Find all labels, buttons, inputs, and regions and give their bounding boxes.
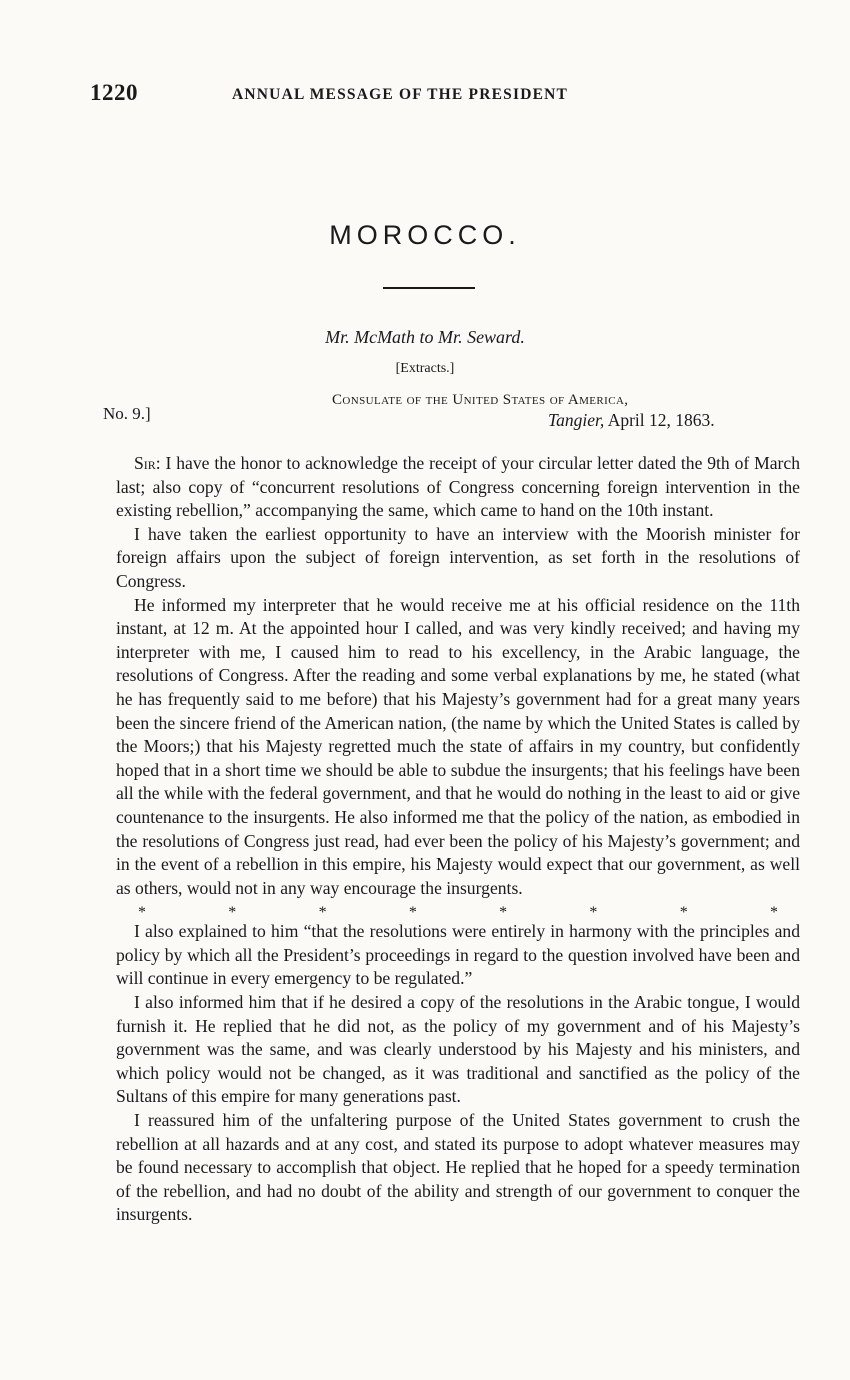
page-number: 1220 bbox=[90, 80, 138, 105]
date-city: Tangier, bbox=[548, 410, 605, 430]
letter-heading: Mr. McMath to Mr. Seward. bbox=[325, 327, 525, 347]
star: * bbox=[499, 904, 508, 922]
paragraph bbox=[116, 452, 800, 523]
section-title: MOROCCO. bbox=[329, 220, 521, 250]
paragraph: I also explained to him “that the resolutions were entirely in harmony with the principles and policy by which all the President’s proceedings in regard to the question involved have been and will continue in every emergency to be regulated.” bbox=[116, 921, 800, 989]
star: * bbox=[138, 904, 146, 922]
paragraph-text: I have the honor to acknowledge the receipt of your circular letter dated the 9th of March last; also copy of “concurrent resolutions of Congress concerning foreign intervention in the existing rebellion,” accompanying the same, which came to hand on the 10th instant. bbox=[116, 453, 801, 521]
date-text: April 12, 1863. bbox=[607, 410, 715, 430]
letter-number: No. 9.] bbox=[103, 404, 151, 423]
star: * bbox=[679, 904, 688, 922]
star: * bbox=[318, 904, 327, 922]
paragraph: He informed my interpreter that he would receive me at his official residence on the 11th instant, at 12 m. At the appointed hour I called, and was very kindly received; and having my interpreter with me, I caused him to read to his excellency, in the Arabic language, the resolutions of Congress. After the reading and some verbal explanations by me, he stated (what he has frequently said to me before) that his Majesty’s government had for a great many years been the sincere friend of the American nation, (the name by which the United States is called by the Moors;) that his Majesty regretted much the state of affairs in my country, but confidently hoped that in a short time we should be able to subdue the insurgents; that his feelings have been all the while with the federal government, and that he would do nothing in the least to aid or give countenance to the insurgents. He also informed me that the policy of the nation, as embodied in the resolutions of Congress just read, had ever been the policy of his Majesty’s government; and in the event of a rebellion in this empire, his Majesty would expect that our government, as well as others, would not in any way encourage the insurgents. bbox=[116, 594, 800, 898]
paragraph: I have taken the earliest opportunity to have an interview with the Moorish minister for foreign affairs upon the subject of foreign intervention, as set forth in the resolutions of Congress. bbox=[116, 523, 800, 591]
running-head-title: ANNUAL MESSAGE OF THE PRESIDENT bbox=[232, 86, 569, 103]
dateline bbox=[548, 410, 715, 431]
star: * bbox=[408, 904, 417, 922]
letter-body bbox=[116, 452, 800, 1227]
salutation: Sir: bbox=[134, 453, 161, 473]
paragraph: I reassured him of the unfaltering purpose of the United States government to crush the rebellion at all hazards and at any cost, and stated its purpose to adopt whatever measures may be found necessary to accomplish that object. He replied that he hoped for a speedy termination of the rebellion, and had no doubt of the ability and strength of our government to conquer the insurgents. bbox=[116, 1110, 800, 1225]
extracts-note: [Extracts.] bbox=[395, 361, 455, 376]
star: * bbox=[589, 904, 598, 922]
paragraph: I also informed him that if he desired a copy of the resolutions in the Arabic tongue, I would furnish it. He replied that he did not, as the policy of my government and of his Majesty’s government was the same, and was clearly understood by his Majesty and his ministers, and which policy would not be changed, as it was traditional and sanctified as the policy of the Sultans of this empire for many generations past. bbox=[116, 992, 800, 1107]
star: * bbox=[228, 904, 237, 922]
ellipsis-stars bbox=[116, 900, 800, 920]
running-head bbox=[90, 80, 760, 114]
place-line: Consulate of the United States of America, bbox=[332, 392, 629, 408]
title-rule bbox=[383, 287, 475, 289]
star: * bbox=[769, 904, 778, 922]
